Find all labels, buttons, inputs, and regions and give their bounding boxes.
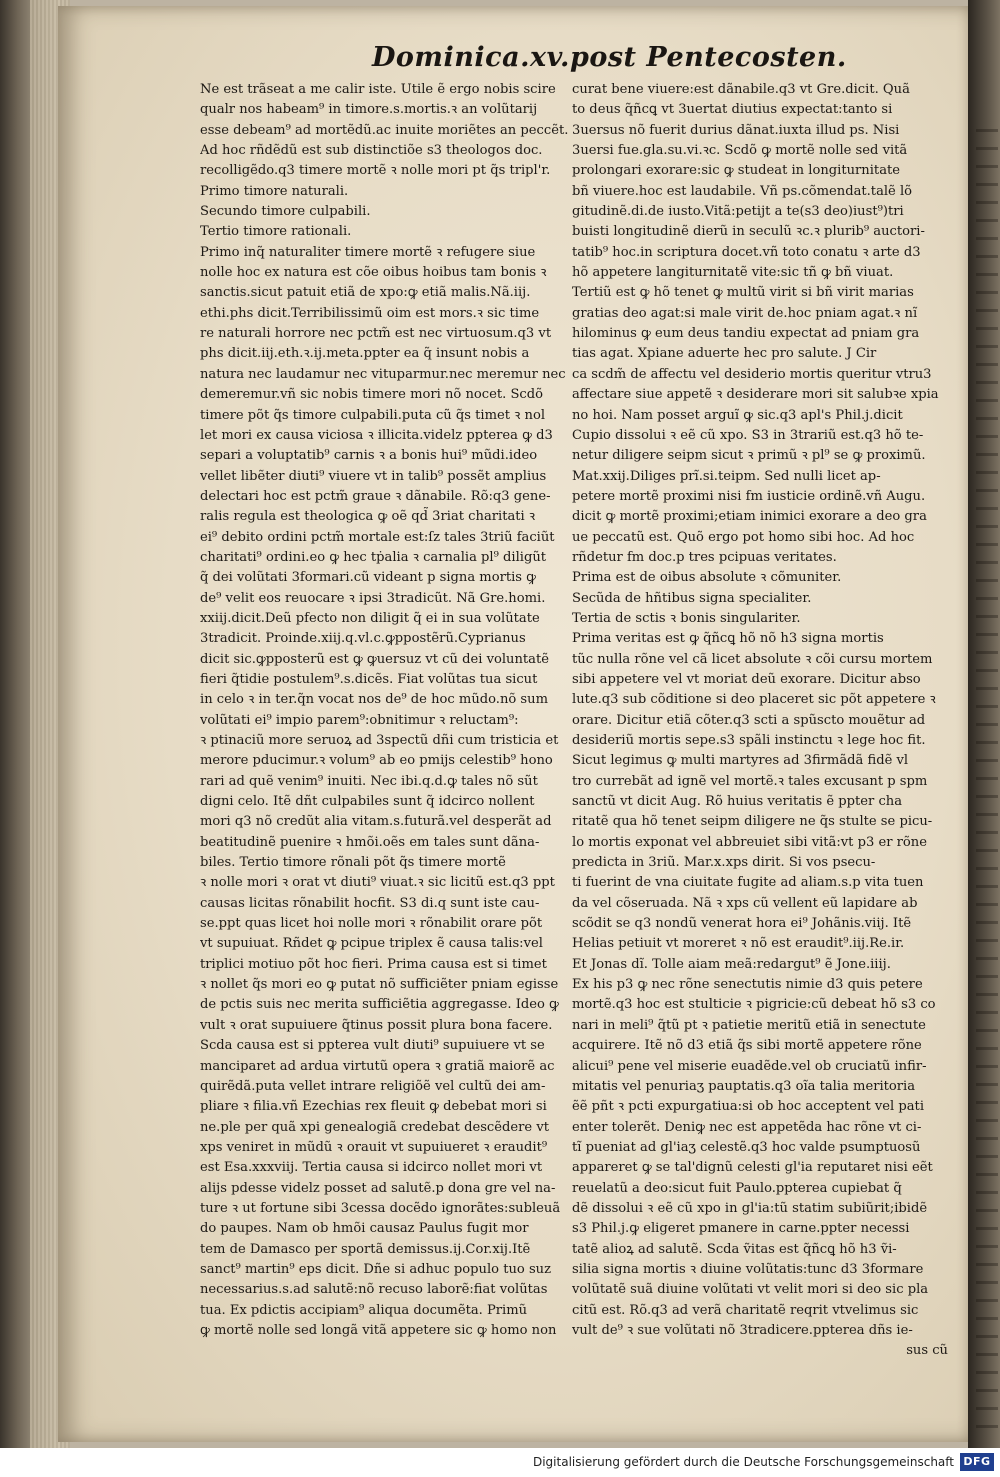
text-line: necessarius.s.ad salutẽ:nõ recuso laborẽ:fiat volũtas <box>200 1282 548 1298</box>
text-line: do paupes. Nam ob hmõi causaz Paulus fugit mor <box>200 1221 529 1237</box>
text-line: manciparet ad ardua virtutũ opera ꝛ gratiã maiorẽ ac <box>200 1058 555 1074</box>
dfg-logo: DFG <box>960 1453 994 1471</box>
text-line: acquirere. Itẽ nõ d3 etiã q̃s sibi mortẽ appetere rõne <box>572 1038 922 1054</box>
text-line: netur diligere seipm sicut ꝛ primũ ꝛ pl⁹ se ꝙ proximũ. <box>572 448 926 464</box>
text-line: da vel cõseruada. Nã ꝛ xps cũ vellent eũ lapidare ab <box>572 895 918 911</box>
text-line: silia signa mortis ꝛ diuine volũtatis:tunc d3 3formare <box>572 1261 924 1277</box>
text-line: volũtatẽ suã diuine volũtati vt velit mori si deo sic pla <box>572 1282 929 1298</box>
text-line: tatẽ alioꝝ ad salutẽ. Scda ṽitas est q̃ñcꝗ hõ h3 ṽi- <box>572 1241 897 1257</box>
adjacent-page-edge <box>968 0 1000 1448</box>
text-line: qualr nos habeam⁹ in timore.s.mortis.ꝛ an volũtarij <box>200 102 538 118</box>
text-line: Prima est de oibus absolute ꝛ cõmuniter. <box>572 570 842 586</box>
text-line: rari ad quẽ venim⁹ inuiti. Nec ibi.q.d.ꝙ tales nõ sũt <box>200 773 538 789</box>
text-line: volũtati ei⁹ impio parem⁹:obnitimur ꝛ reluctam⁹: <box>200 712 519 728</box>
text-line: Scda causa est si ppterea vult diuti⁹ supuiuere vt se <box>200 1038 545 1054</box>
text-line: ꝛ nollet q̃s mori eo ꝙ putat nõ sufficiẽter pniam egisse <box>200 977 559 993</box>
text-line: de⁹ velit eos reuocare ꝛ ipsi 3tradicũt. Nã Gre.homi. <box>200 590 546 606</box>
text-line: alijs pdesse videlz posset ad salutẽ.p dona gre vel na- <box>200 1180 556 1196</box>
text-line: nolle hoc ex natura est cõe oibus hoibus tam bonis ꝛ <box>200 265 547 281</box>
text-line: ei⁹ debito ordini pctm̃ mortale est:ſz tales 3triũ faciũt <box>200 529 555 545</box>
text-line: gratias deo agat:si male virit de.hoc pniam agat.ꝛ nĩ <box>572 305 918 321</box>
text-line: mortẽ.q3 hoc est stulticie ꝛ pigricie:cũ debeat hõ s3 co <box>572 997 936 1013</box>
text-line: tem de Damasco per sportã demissus.ij.Cor.xij.Itẽ <box>200 1241 531 1257</box>
text-line: Tertiũ est ꝙ hõ tenet ꝙ multũ virit si bñ virit marias <box>572 285 914 301</box>
text-line: xxiij.dicit.Deũ pfecto non diligit q̃ ei in sua volũtate <box>200 610 540 626</box>
footer-bar <box>0 1448 1000 1477</box>
text-line: in celo ꝛ in ter.q̃n vocat nos de⁹ de hoc mũdo.nõ sum <box>200 692 548 708</box>
text-line: tias agat. Xpiane aduerte hec pro salute. J Cir <box>572 346 877 362</box>
text-line: Tertio timore rationali. <box>200 224 352 240</box>
text-line: Tertia de sctis ꝛ bonis singulariter. <box>572 610 801 626</box>
text-line: delectari hoc est pctm̃ graue ꝛ dãnabile. Rõ:q3 gene- <box>200 488 551 504</box>
text-line: ꝛ nolle mori ꝛ orat vt diuti⁹ viuat.ꝛ sic licitũ est.q3 ppt <box>200 875 555 891</box>
text-line: scõdit se q3 nondũ venerat hora ei⁹ Johãnis.viij. Itẽ <box>572 916 912 932</box>
text-line: sanct⁹ martin⁹ eps dicit. Dñe si adhuc populo tuo suz <box>200 1261 551 1277</box>
text-line: Ad hoc rñdẽdũ est sub distinctiõe s3 theologos doc. <box>200 143 543 159</box>
text-line: citũ est. Rõ.q3 ad verã charitatẽ reqrit vtvelimus sic <box>572 1302 919 1318</box>
text-line: 3tradicit. Proinde.xiij.q.vl.c.ꝙppostẽrũ.Cyprianus <box>200 631 526 647</box>
text-line: beatitudinẽ puenire ꝛ hmõi.oẽs em tales sunt dãna- <box>200 834 540 850</box>
text-line: re naturali horrore nec pctm̃ est nec virtuosum.q3 vt <box>200 326 552 342</box>
text-line: causas licitas rõnabilit hocfit. S3 di.q sunt iste cau- <box>200 895 540 911</box>
text-line: esse debeam⁹ ad mortẽdũ.ac inuite moriẽtes an peccẽt. <box>200 122 568 138</box>
text-line: pliare ꝛ filia.vñ Ezechias rex fleuit ꝙ debebat mori si <box>200 1099 547 1115</box>
text-line: digni celo. Itẽ dñt culpabiles sunt q̃ idcirco nollent <box>200 794 535 810</box>
text-line: quirẽdã.puta vellet intrare religiõẽ vel cultũ dei am- <box>200 1078 546 1094</box>
text-line: buisti longitudinẽ dierũ in seculũ ꝛc.ꝛ plurib⁹ auctori- <box>572 224 925 240</box>
text-line: vt supuiuat. Rñdet ꝙ pcipue triplex ẽ causa talis:vel <box>200 936 543 952</box>
text-line: ue peccatũ est. Quõ ergo pot homo sibi hoc. Ad hoc <box>572 529 915 545</box>
text-line: dicit sic.ꝙpposterũ est ꝙ ꝙuersuz vt cũ dei voluntatẽ <box>200 651 549 667</box>
text-line: alicui⁹ pene vel miserie euadẽde.vel ob cruciatũ infir- <box>572 1058 927 1074</box>
text-line: xps veniret in mũdũ ꝛ orauit vt supuiueret ꝛ eraudit⁹ <box>200 1139 548 1155</box>
text-line: affectare siue appetẽ ꝛ desiderare mori sit salubꝛe xpia <box>572 387 939 403</box>
text-line: vult ꝛ orat supuiuere q̃tinus possit plura bona facere. <box>200 1017 553 1033</box>
text-line: vellet libẽter diuti⁹ viuere vt in talib⁹ possẽt amplius <box>200 468 547 484</box>
text-line: let mori ex causa viciosa ꝛ illicita.videlz ppterea ꝙ d3 <box>200 427 553 443</box>
text-line: prolongari exorare:sic ꝙ studeat in longiturnitate <box>572 163 901 179</box>
text-line: Et Jonas dĩ. Tolle aiam meã:redargut⁹ ẽ Jone.iiij. <box>572 956 891 972</box>
text-line: ti fuerint de vna ciuitate fugite ad aliam.s.p vita tuen <box>572 875 924 891</box>
text-line: hõ appetere langiturnitatẽ vite:sic tñ ꝙ bñ viuat. <box>572 265 894 281</box>
text-line: demeremur.vñ sic nobis timere mori nõ nocet. Scdõ <box>200 387 544 403</box>
text-column-right <box>572 80 948 1362</box>
text-line: 3uersus nõ fuerit durius dãnat.iuxta illud ps. Nisi <box>572 122 900 138</box>
text-line: s3 Phil.j.ꝙ eligeret pmanere in carne.ppter necessi <box>572 1221 910 1237</box>
text-line: predicta in 3riũ. Mar.x.xps dirit. Si vos psecu- <box>572 855 876 871</box>
text-line: ritatẽ qua hõ tenet seipm diligere ne q̃s stulte se picu- <box>572 814 933 830</box>
footer-credit: Digitalisierung gefördert durch die Deutsche Forschungsgemeinschaft <box>532 1455 954 1469</box>
text-line: sus cũ <box>906 1343 948 1359</box>
text-line: biles. Tertio timore rõnali põt q̃s timere mortẽ <box>200 855 506 871</box>
text-line: ethi.phs dicit.Terribilissimũ oim est mors.ꝛ sic time <box>200 305 540 321</box>
text-column-left <box>200 80 568 1341</box>
text-line: natura nec laudamur nec vituparmur.nec meremur nec <box>200 366 566 382</box>
text-line: vult de⁹ ꝛ sue volũtati nõ 3tradicere.ppterea dñs ie- <box>572 1322 913 1338</box>
text-line: tatib⁹ hoc.in scriptura docet.vñ toto conatu ꝛ arte d3 <box>572 244 921 260</box>
text-line: orare. Dicitur etiã cõter.q3 scti a spũscto mouẽtur ad <box>572 712 926 728</box>
text-line: Primo timore naturali. <box>200 183 349 199</box>
text-line: ꝛ ptinaciũ more seruoꝝ ad 3spectũ dñi cum tristicia et <box>200 733 559 748</box>
text-line: hilominus ꝙ eum deus tandiu expectat ad pniam gra <box>572 326 920 342</box>
text-line: dicit ꝙ mortẽ proximi;etiam inimici exorare a deo gra <box>572 509 927 525</box>
text-line: mori q3 nõ credũt alia vitam.s.futurã.vel desperãt ad <box>200 814 552 830</box>
text-line: se.ppt quas licet hoi nolle mori ꝛ rõnabilit orare põt <box>200 916 543 932</box>
text-line: ralis regula est theologica ꝙ oẽ qd̃ 3riat charitati ꝛ <box>200 509 536 525</box>
text-line: phs dicit.iij.eth.ꝛ.ij.meta.ppter ea q̃ insunt nobis a <box>200 346 530 362</box>
text-line: dẽ dissolui ꝛ eẽ cũ xpo in gl'ia:tũ statim subiũrit;ibidẽ <box>572 1200 928 1216</box>
text-line: merore pducimur.ꝛ volum⁹ ab eo pmijs celestib⁹ hono <box>200 753 553 769</box>
text-line: enter tolerẽt. Deniꝙ nec est appetẽda hac rõne vt ci- <box>572 1119 922 1135</box>
text-line: Cupio dissolui ꝛ eẽ cũ xpo. S3 in 3trariũ est.q3 hõ te- <box>572 427 924 443</box>
text-line: nari in meli⁹ q̃tũ pt ꝛ patietie meritũ etiã in senectute <box>572 1017 926 1033</box>
text-line: est Esa.xxxviij. Tertia causa si idcirco nollet mori vt <box>200 1160 543 1176</box>
text-line: Prima veritas est ꝙ q̃ñcꝗ hõ nõ h3 signa mortis <box>572 631 884 647</box>
text-line: ẽẽ pñt ꝛ pcti expurgatiua:si ob hoc acceptent vel pati <box>572 1099 925 1115</box>
text-line: desideriũ mortis sepe.s3 spãli instinctu ꝛ lege hoc fit. <box>572 733 926 748</box>
text-line: appareret ꝙ se tal'dignũ celesti gl'ia reputaret nisi eẽt <box>572 1160 933 1176</box>
text-line: Sicut legimus ꝙ multi martyres ad 3firmãdã fidẽ vl <box>572 753 909 769</box>
text-line: Mat.xxij.Diliges prĩ.si.teipm. Sed nulli licet ap- <box>572 468 881 484</box>
text-line: ꝙ mortẽ nolle sed longã vitã appetere sic ꝙ homo non <box>200 1322 557 1338</box>
text-line: sanctũ vt dicit Aug. Rõ huius veritatis ẽ ppter cha <box>572 794 903 810</box>
text-line: tĩ pueniat ad gl'iaʒ celestẽ.q3 hoc valde psumptuosũ <box>572 1139 921 1155</box>
text-line: tro currebãt ad ignẽ vel mortẽ.ꝛ tales excusant p spm <box>572 773 928 789</box>
text-line: petere mortẽ proximi nisi fm iusticie ordinẽ.vñ Augu. <box>572 488 926 504</box>
text-line: sibi appetere vel vt moriat deũ exorare. Dicitur abso <box>572 671 921 687</box>
text-line: recolligẽdo.q3 timere mortẽ ꝛ nolle mori pt q̃s tripl'r. <box>200 163 551 179</box>
text-line: Helias petiuit vt moreret ꝛ nõ est eraudit⁹.iij.Re.ir. <box>572 936 905 952</box>
text-line: 3uersi fue.gla.su.vi.ꝛc. Scdõ ꝙ mortẽ nolle sed vitã <box>572 143 908 159</box>
text-line: curat bene viuere:est dãnabile.q3 vt Gre.dicit. Quã <box>572 82 910 97</box>
text-line: timere põt q̃s timore culpabili.puta cũ q̃s timet ꝛ nol <box>200 407 546 423</box>
text-line: reuelatũ a deo:sicut fuit Paulo.ppterea cupiebat q̃ <box>572 1180 902 1196</box>
adjacent-page-text-edge <box>976 120 998 1440</box>
text-line: tũc nulla rõne vel cã licet absolute ꝛ cõi cursu mortem <box>572 651 933 667</box>
text-line: lo mortis exponat vel abbreuiet sibi vitã:vt p3 er rõne <box>572 834 927 850</box>
text-line: separi a voluptatib⁹ carnis ꝛ a bonis hui⁹ mũdi.ideo <box>200 448 538 464</box>
text-line: Ne est trãseat a me calir iste. Utile ẽ ergo nobis scire <box>200 82 556 97</box>
text-line: no hoi. Nam posset arguĩ ꝙ sic.q3 apl's Phil.j.dicit <box>572 407 903 423</box>
text-line: Secũda de hñtibus signa specialiter. <box>572 590 812 606</box>
text-line: ture ꝛ ut fortune sibi 3cessa docẽdo ignorãtes:subleuã <box>200 1200 561 1216</box>
text-line: bñ viuere.hoc est laudabile. Vñ ps.cõmendat.talẽ lõ <box>572 183 913 199</box>
text-line: to deus q̃ñcꝗ vt 3uertat diutius expectat:tanto si <box>572 102 893 118</box>
text-line: ca scdm̃ de affectu vel desiderio mortis queritur vtru3 <box>572 366 932 382</box>
text-line: triplici motiuo põt hoc fieri. Prima causa est si timet <box>200 956 547 972</box>
text-line: Primo inq̃ naturaliter timere mortẽ ꝛ refugere siue <box>200 244 536 260</box>
text-line: rñdetur fm doc.p tres pcipuas veritates. <box>572 549 837 565</box>
text-line: lute.q3 sub cõditione si deo placeret sic põt appetere ꝛ <box>572 692 936 708</box>
text-line: mitatis vel penuriaʒ pauptatis.q3 oĩa talia meritoria <box>572 1078 916 1094</box>
text-line: de pctis suis nec merita sufficiẽtia aggregasse. Ideo ꝙ <box>200 997 559 1013</box>
text-line: sanctis.sicut patuit etiã de xpo:ꝙ etiã malis.Nã.iij. <box>200 285 531 301</box>
text-line: Ex his p3 ꝙ nec rõne senectutis nimie d3 quis petere <box>572 977 923 993</box>
text-line: charitati⁹ ordini.eo ꝙ hec tṗalia ꝛ carnalia pl⁹ diligũt <box>200 549 547 565</box>
text-line: fieri q̃tidie postulem⁹.s.dicẽs. Fiat volũtas tua sicut <box>200 671 538 687</box>
text-line: q̃ dei volũtati 3formari.cũ videant p signa mortis ꝙ <box>200 570 537 586</box>
page-heading: Dominica.xv.post Pentecosten. <box>372 42 847 73</box>
text-line: gitudinẽ.di.de iusto.Vitã:petijt a te(s3 deo)iust⁹)tri <box>572 204 904 220</box>
text-line: Secundo timore culpabili. <box>200 204 371 220</box>
text-line: tua. Ex pdictis accipiam⁹ aliqua documẽta. Primũ <box>200 1302 528 1318</box>
text-line: ne.ple per quã xpi genealogiã credebat descẽdere vt <box>200 1119 549 1135</box>
